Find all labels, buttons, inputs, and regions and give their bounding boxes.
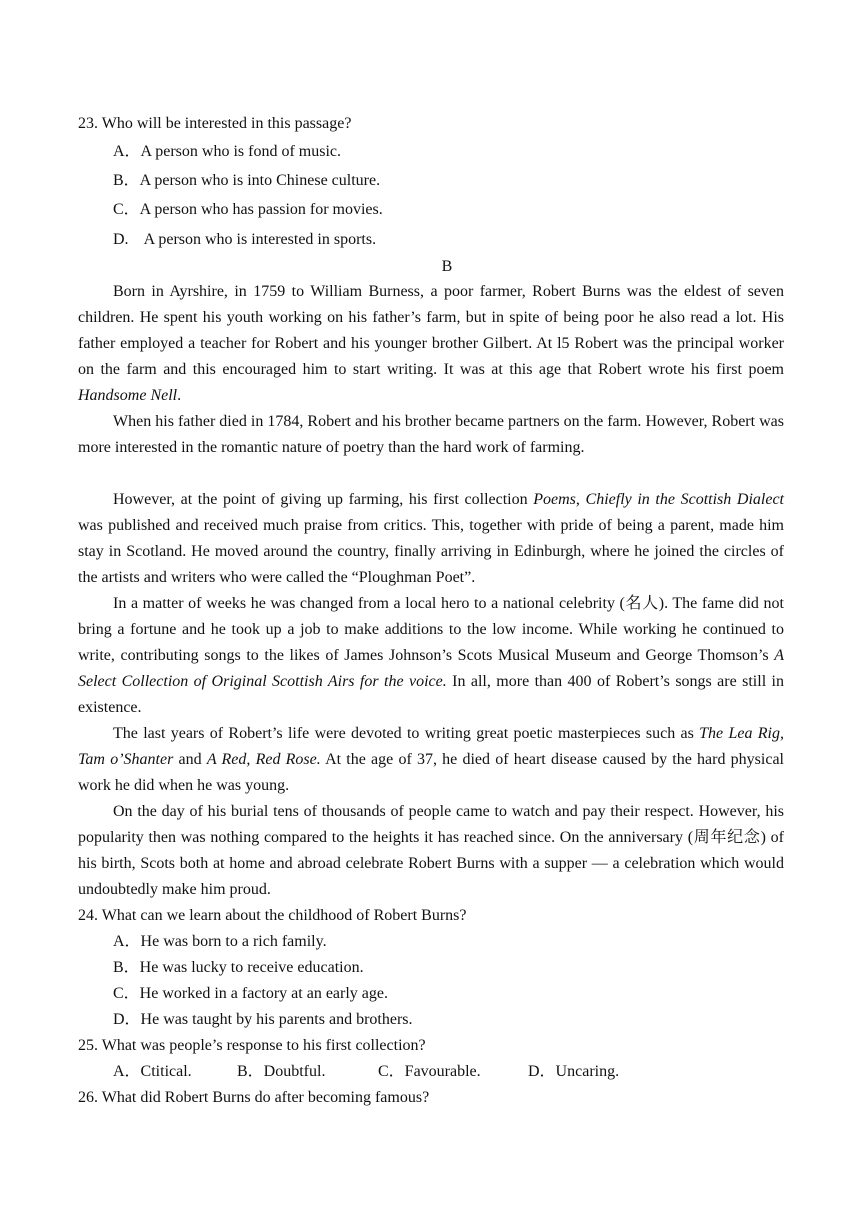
passage-paragraph-4: In a matter of weeks he was changed from a local hero to a national celebrity (名人). The fame did not bring a fortune and he took up a job to make additions to the low income. While working he continued to write, contributing songs to the likes of James Johnson’s Scots Musical Museum and George Thomson’s A Select Collection of Original Scottish Airs for the voice. In all, more than 400 of Robert’s songs are still in existence. <box>78 595 784 716</box>
q24-option-d: D．He was taught by his parents and brothers. <box>113 1011 413 1028</box>
question-26: 26. What did Robert Burns do after becoming famous? <box>78 1089 430 1106</box>
passage-paragraph-3: However, at the point of giving up farming, his first collection Poems, Chiefly in the Scottish Dialect was published and received much praise from critics. This, together with pride of being a parent, made him stay in Scotland. He moved around the country, finally arriving in Edinburgh, where he joined the circles of the artists and writers who were called the “Ploughman Poet”. <box>78 491 784 586</box>
section-label: B <box>441 258 453 275</box>
passage-paragraph-1: Born in Ayrshire, in 1759 to William Burness, a poor farmer, Robert Burns was the eldest of seven children. He spent his youth working on his father’s farm, but in spite of being poor he also read a lot. His father employed a teacher for Robert and his younger brother Gilbert. At l5 Robert was the principal worker on the farm and this encouraged him to start writing. It was at this age that Robert wrote his first poem Handsome Nell. <box>78 283 784 404</box>
q23-option-c: C．A person who has passion for movies. <box>113 201 383 218</box>
q25-options-row <box>113 1059 619 1085</box>
q23-option-b: B．A person who is into Chinese culture. <box>113 172 381 189</box>
passage-paragraph-6: On the day of his burial tens of thousands of people came to watch and pay their respect. However, his popularity then was nothing compared to the heights it has reached since. On the anniversary (周年纪念) of his birth, Scots both at home and abroad celebrate Robert Burns with a supper — a celebration which would undoubtedly make him proud. <box>78 803 784 898</box>
q24-option-b: B．He was lucky to receive education. <box>113 959 364 976</box>
q24-option-a: A．He was born to a rich family. <box>113 933 327 950</box>
q25-option-b: B．Doubtful. <box>237 1063 326 1080</box>
q23-option-a: A．A person who is fond of music. <box>113 143 341 160</box>
q25-option-d: D．Uncaring. <box>528 1063 620 1080</box>
question-25: 25. What was people’s response to his first collection? <box>78 1037 426 1054</box>
passage-paragraph-2: When his father died in 1784, Robert and his brother became partners on the farm. However, Robert was more interested in the romantic nature of poetry than the hard work of farming. <box>78 413 784 456</box>
q24-option-c: C．He worked in a factory at an early age. <box>113 985 388 1002</box>
question-23: 23. Who will be interested in this passage? <box>78 115 352 132</box>
q23-option-d: D. A person who is interested in sports. <box>113 231 377 248</box>
q25-option-a: A．Ctitical. <box>113 1063 192 1080</box>
q25-option-c: C．Favourable. <box>378 1063 481 1080</box>
passage-paragraph-5: The last years of Robert’s life were devoted to writing great poetic masterpieces such as The Lea Rig, Tam o’Shanter and A Red, Red Rose. At the age of 37, he died of heart disease caused by the hard physical work he did when he was young. <box>78 725 784 794</box>
question-24: 24. What can we learn about the childhood of Robert Burns? <box>78 907 467 924</box>
